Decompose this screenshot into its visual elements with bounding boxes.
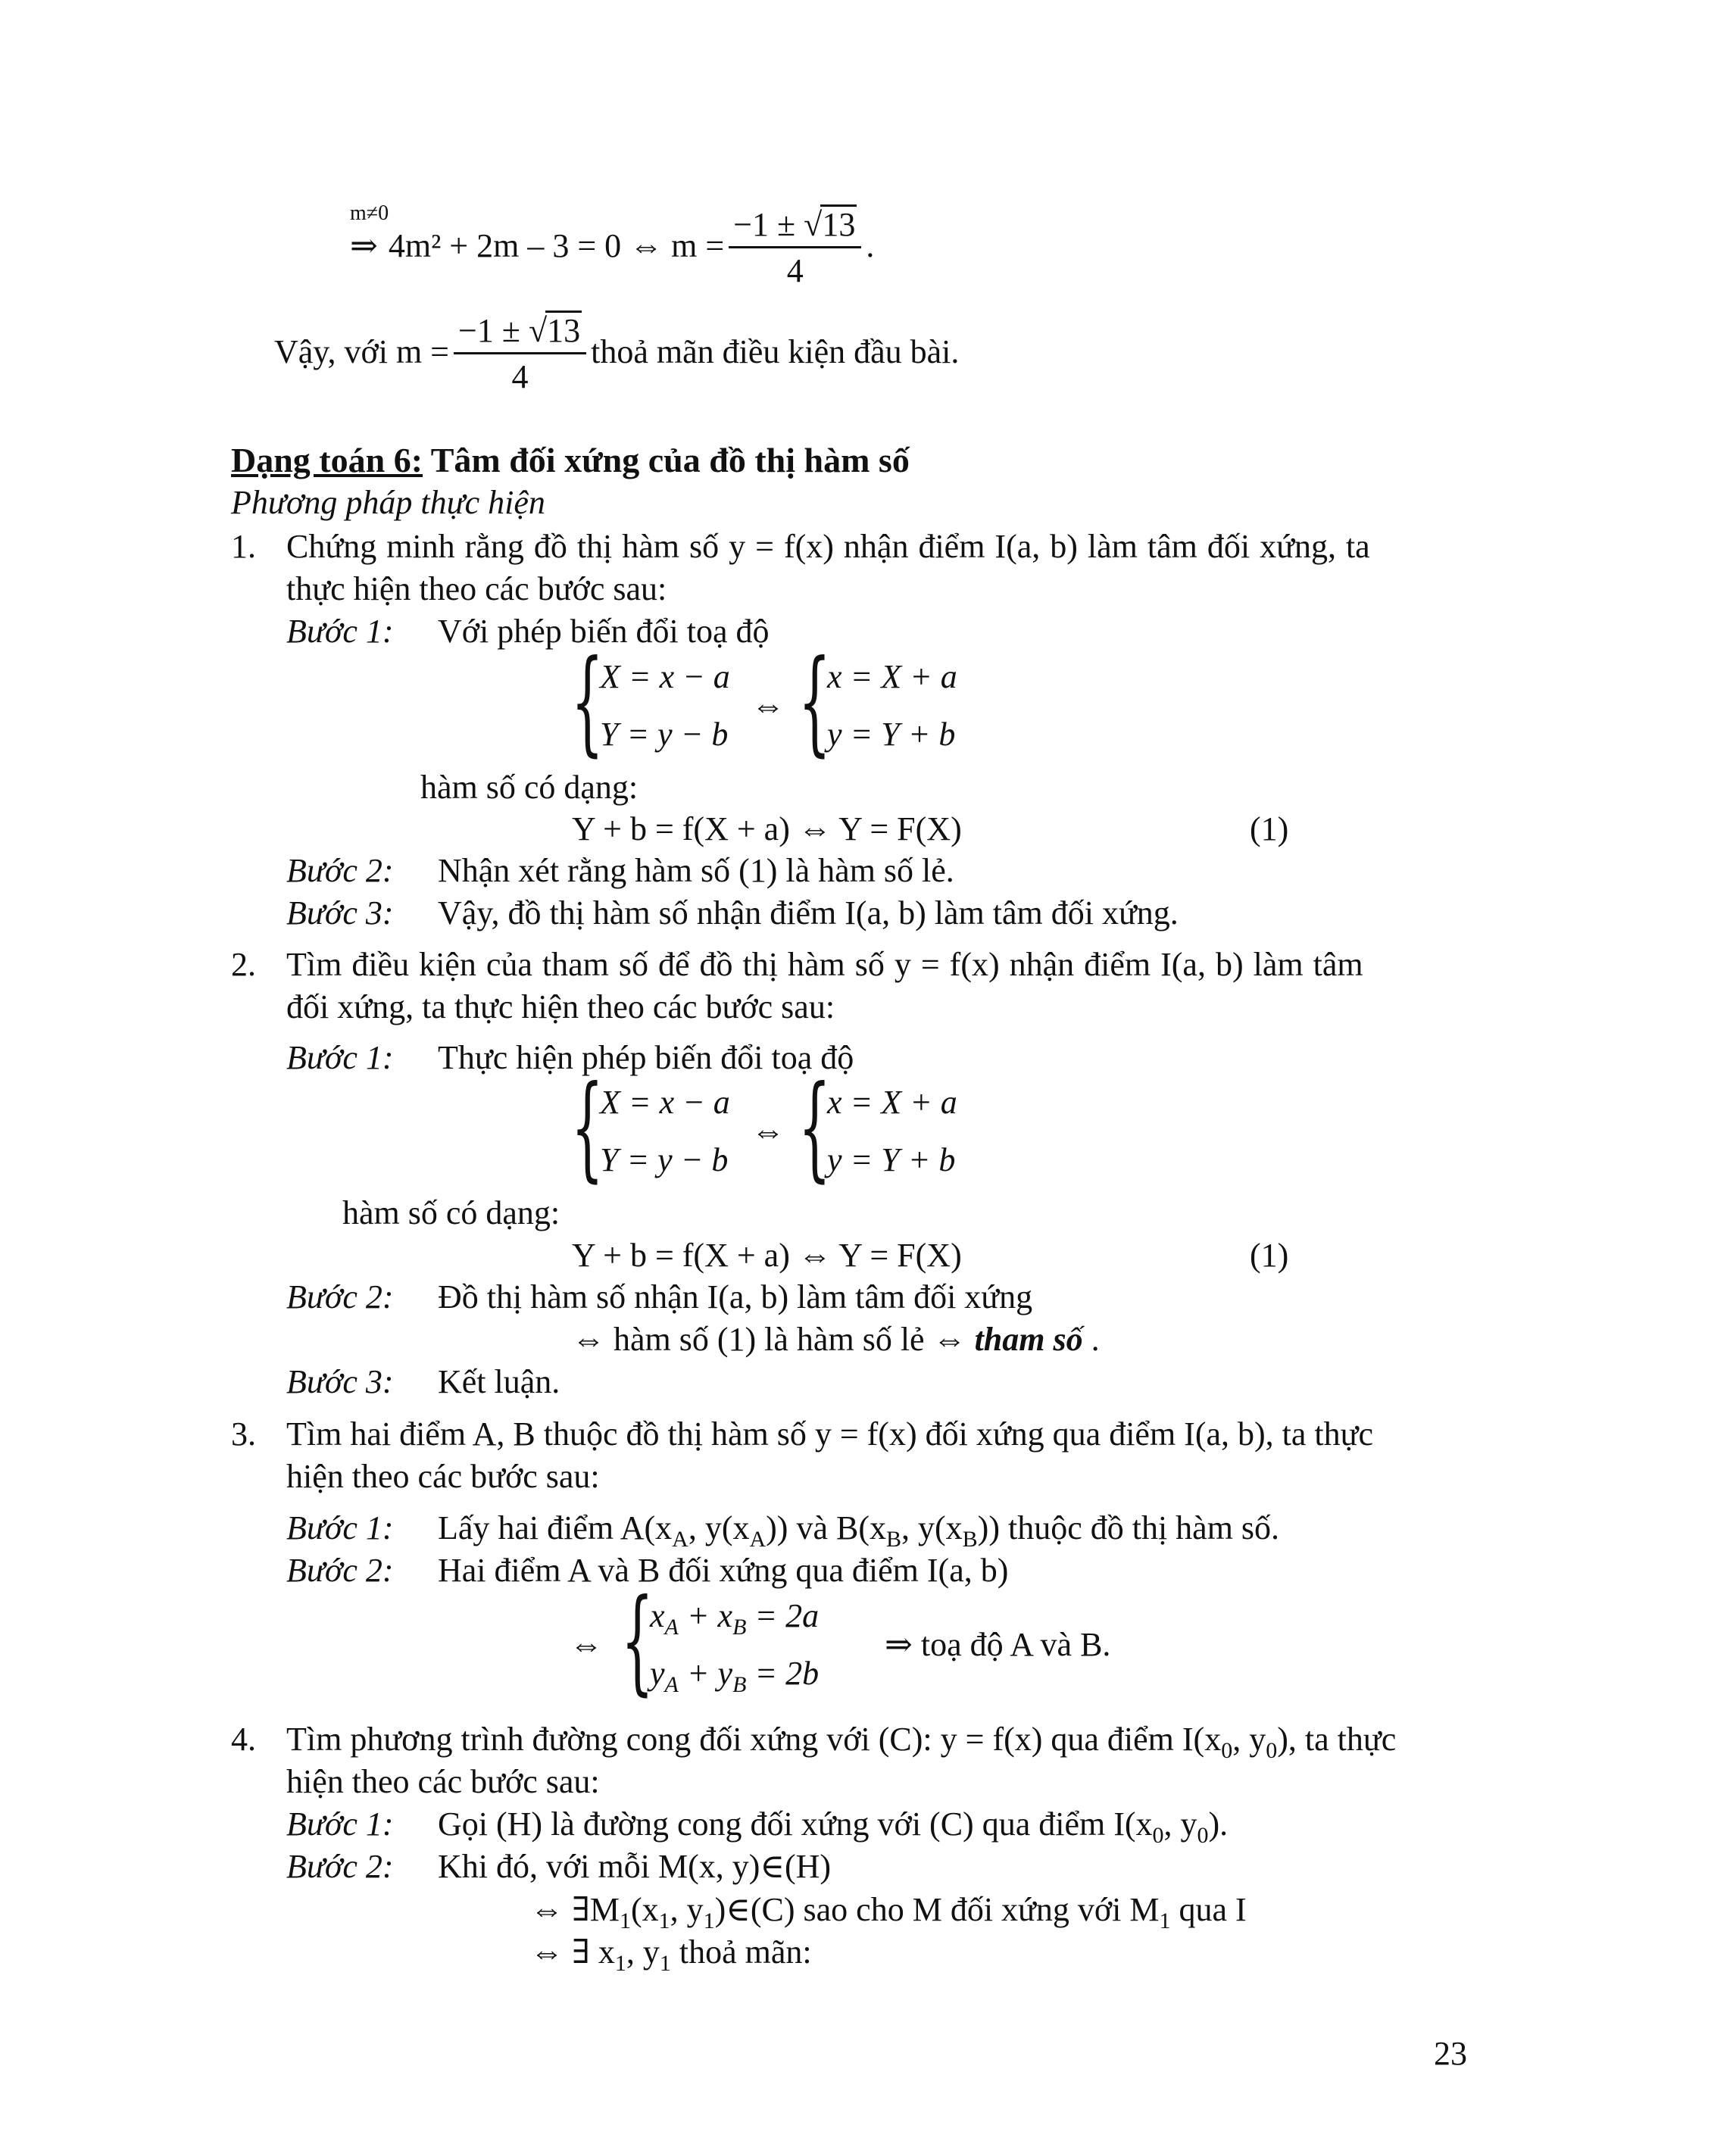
subscript-0: 0 xyxy=(1152,1823,1164,1848)
item3-line2: hiện theo các bước sau: xyxy=(286,1458,600,1495)
conclusion-fraction xyxy=(454,311,586,394)
item4-line1-part-c: ), ta thực xyxy=(1277,1721,1397,1758)
condition-m-neq-0: m≠0 xyxy=(350,201,389,225)
item3-step1-part-c: )) và B(x xyxy=(766,1509,886,1546)
system-equivalence: ⇔ xyxy=(751,687,785,724)
subscript-1: 1 xyxy=(614,1951,626,1976)
item2-step2-text: Đồ thị hàm số nhận I(a, b) làm tâm đối xứng xyxy=(438,1278,1033,1315)
section-heading xyxy=(231,443,910,478)
subscript-b: B xyxy=(732,1615,747,1640)
system-left-row2: Y = y − b xyxy=(600,716,729,753)
conclusion-suffix: thoả mãn điều kiện đầu bài. xyxy=(591,333,960,370)
item4-step1-text xyxy=(438,1805,1229,1848)
item4-line1 xyxy=(286,1723,1396,1762)
item1-equation: Y + b = f(X + a) ⇔ Y = F(X) xyxy=(572,810,962,847)
sqrt-icon: √ xyxy=(804,206,823,243)
item1-step2-text: Nhận xét rằng hàm số (1) là hàm số lẻ. xyxy=(438,852,954,889)
subscript-1: 1 xyxy=(620,1908,631,1933)
item3-number: 3. xyxy=(231,1415,256,1453)
subscript-0: 0 xyxy=(1221,1738,1233,1763)
item4-l2-part-e: qua I xyxy=(1170,1891,1247,1928)
subscript-1: 1 xyxy=(658,1908,670,1933)
item2-line2: đối xứng, ta thực hiện theo các bước sau: xyxy=(286,988,835,1025)
item2-step1-text: Thực hiện phép biến đổi toạ độ xyxy=(438,1039,854,1076)
item3-step1-part-d: , y(x xyxy=(901,1509,963,1546)
system-right-row2: y = Y + b xyxy=(827,716,956,753)
item1-step1-text: Với phép biến đổi toạ độ xyxy=(438,613,770,650)
item4-l2-part-c: , y xyxy=(670,1891,704,1928)
item1-line1: Chứng minh rằng đồ thị hàm số y = f(x) nhận điểm I(a, b) làm tâm đối xứng, ta xyxy=(286,528,1370,565)
conclusion-line xyxy=(274,303,959,401)
item2-step2-cont-pre: ⇔ hàm số (1) là hàm số lẻ ⇔ xyxy=(572,1321,975,1358)
top-equation xyxy=(350,197,874,295)
item4-step1-part-c: ). xyxy=(1208,1805,1229,1843)
subscript-b: B xyxy=(732,1672,747,1697)
item1-form-text: hàm số có dạng: xyxy=(420,769,639,806)
top-fraction xyxy=(729,204,861,288)
system-left-row1: X = x − a xyxy=(600,658,730,695)
y-var: y xyxy=(650,1655,665,1692)
top-equation-lhs: 4m² + 2m – 3 = 0 ⇔ m = xyxy=(388,227,725,264)
x-var: x xyxy=(650,1597,665,1634)
item2-step3-text: Kết luận. xyxy=(438,1363,560,1400)
item2-step2-cont-post: . xyxy=(1082,1321,1100,1358)
item2-step2-continuation xyxy=(572,1323,1100,1356)
item2-step2-parameter: tham số xyxy=(974,1321,1083,1358)
top-equation-dot: . xyxy=(866,227,875,264)
left-brace-icon: { xyxy=(621,1575,654,1707)
item3-step2-label: Bước 2: xyxy=(286,1552,394,1589)
item2-equation-number: (1) xyxy=(1250,1237,1289,1274)
subscript-b: B xyxy=(885,1527,901,1552)
item3-step2-text: Hai điểm A và B đối xứng qua điểm I(a, b) xyxy=(438,1552,1009,1589)
system-result: ⇒ toạ độ A và B. xyxy=(885,1626,1111,1663)
item4-l3-part-a: ⇔ ∃ x xyxy=(530,1933,615,1971)
subscript-a: A xyxy=(664,1672,679,1697)
item2-form-text: hàm số có dạng: xyxy=(342,1194,560,1231)
conclusion-prefix: Vậy, với m = xyxy=(274,333,449,370)
conclusion-fraction-denominator: 4 xyxy=(511,358,529,395)
item1-number: 1. xyxy=(231,528,256,565)
item4-line2: hiện theo các bước sau: xyxy=(286,1763,600,1800)
top-fraction-denominator: 4 xyxy=(786,252,804,289)
system-right-row1: x = X + a xyxy=(827,658,957,695)
system-row2 xyxy=(650,1657,819,1696)
item3-step1-part-b: , y(x xyxy=(688,1509,750,1546)
item4-line1-part-b: , y xyxy=(1232,1721,1266,1758)
item3-step1-part-a: Lấy hai điểm A(x xyxy=(438,1509,673,1546)
item4-step2-line2 xyxy=(530,1893,1247,1933)
item2-transform-system xyxy=(571,1062,995,1194)
item4-l2-part-b: (x xyxy=(631,1891,659,1928)
item3-step1-part-e: )) thuộc đồ thị hàm số. xyxy=(977,1509,1280,1546)
item4-number: 4. xyxy=(231,1721,256,1758)
item1-step3-text: Vậy, đồ thị hàm số nhận điểm I(a, b) làm tâm đối xứng. xyxy=(438,894,1179,932)
system-left-row1: X = x − a xyxy=(600,1084,730,1121)
item1-transform-system xyxy=(571,636,995,768)
top-fraction-sqrt: 13 xyxy=(822,206,856,243)
left-brace-icon: { xyxy=(798,636,831,768)
conclusion-fraction-numerator: −1 ± xyxy=(457,312,529,349)
item3-symmetry-system xyxy=(570,1575,1145,1707)
item4-step2-line3 xyxy=(530,1933,812,1976)
subscript-a: A xyxy=(672,1527,688,1552)
equals-2a: = 2a xyxy=(746,1597,820,1634)
item3-line1: Tìm hai điểm A, B thuộc đồ thị hàm số y = f(x) đối xứng qua điểm I(a, b), ta thực xyxy=(286,1415,1374,1453)
plus-y: + y xyxy=(678,1655,733,1692)
implies-symbol: ⇒ xyxy=(350,227,378,264)
item4-l3-part-c: thoả mãn: xyxy=(670,1933,812,1971)
subscript-1: 1 xyxy=(1159,1908,1171,1933)
system-equivalence: ⇔ xyxy=(570,1626,603,1663)
item4-l3-part-b: , y xyxy=(626,1933,660,1971)
system-right-row2: y = Y + b xyxy=(827,1141,956,1178)
item4-step2-label: Bước 2: xyxy=(286,1848,394,1885)
subscript-b: B xyxy=(962,1527,978,1552)
equals-2b: = 2b xyxy=(746,1655,820,1692)
item3-step1-label: Bước 1: xyxy=(286,1509,394,1546)
item4-step1-label: Bước 1: xyxy=(286,1805,394,1843)
left-brace-icon: { xyxy=(571,1062,604,1194)
item1-equation-number: (1) xyxy=(1250,810,1289,847)
item4-step1-part-a: Gọi (H) là đường cong đối xứng với (C) qua điểm I(x xyxy=(438,1805,1153,1843)
system-left-row2: Y = y − b xyxy=(600,1141,729,1178)
item4-l2-part-a: ⇔ ∃M xyxy=(530,1891,620,1928)
method-subtitle: Phương pháp thực hiện xyxy=(231,484,545,521)
subscript-1: 1 xyxy=(659,1951,671,1976)
item4-step1-part-b: , y xyxy=(1163,1805,1197,1843)
item4-l2-part-d: )∈(C) sao cho M đối xứng với M xyxy=(714,1891,1160,1928)
item1-step1-label: Bước 1: xyxy=(286,613,394,650)
item2-step2-label: Bước 2: xyxy=(286,1278,394,1315)
system-right-row1: x = X + a xyxy=(827,1084,957,1121)
item3-step1-text xyxy=(438,1509,1280,1552)
sqrt-icon: √ xyxy=(528,312,548,349)
left-brace-icon: { xyxy=(798,1062,831,1194)
subscript-a: A xyxy=(664,1615,679,1640)
item2-number: 2. xyxy=(231,946,256,983)
item1-step3-label: Bước 3: xyxy=(286,894,394,932)
top-fraction-numerator: −1 ± xyxy=(733,206,804,243)
item2-step3-label: Bước 3: xyxy=(286,1363,394,1400)
plus-x: + x xyxy=(678,1597,733,1634)
subscript-0: 0 xyxy=(1266,1738,1278,1763)
system-equivalence: ⇔ xyxy=(751,1113,785,1150)
item4-line1-part-a: Tìm phương trình đường cong đối xứng với (C): y = f(x) qua điểm I(x xyxy=(286,1721,1222,1758)
system-row1 xyxy=(650,1599,819,1639)
subscript-1: 1 xyxy=(703,1908,715,1933)
item4-step2-text: Khi đó, với mỗi M(x, y)∈(H) xyxy=(438,1848,832,1885)
subscript-0: 0 xyxy=(1197,1823,1209,1848)
item2-line1: Tìm điều kiện của tham số để đồ thị hàm số y = f(x) nhận điểm I(a, b) làm tâm xyxy=(286,946,1363,983)
item2-step1-label: Bước 1: xyxy=(286,1039,394,1076)
item1-line2: thực hiện theo các bước sau: xyxy=(286,570,667,607)
item2-equation: Y + b = f(X + a) ⇔ Y = F(X) xyxy=(572,1237,962,1274)
left-brace-icon: { xyxy=(571,636,604,768)
section-heading-title: Tâm đối xứng của đồ thị hàm số xyxy=(423,441,910,479)
page-number: 23 xyxy=(1434,2035,1467,2072)
conclusion-fraction-sqrt: 13 xyxy=(547,312,581,349)
section-heading-label: Dạng toán 6: xyxy=(231,441,423,479)
item1-step2-label: Bước 2: xyxy=(286,852,394,889)
subscript-a: A xyxy=(749,1527,767,1552)
